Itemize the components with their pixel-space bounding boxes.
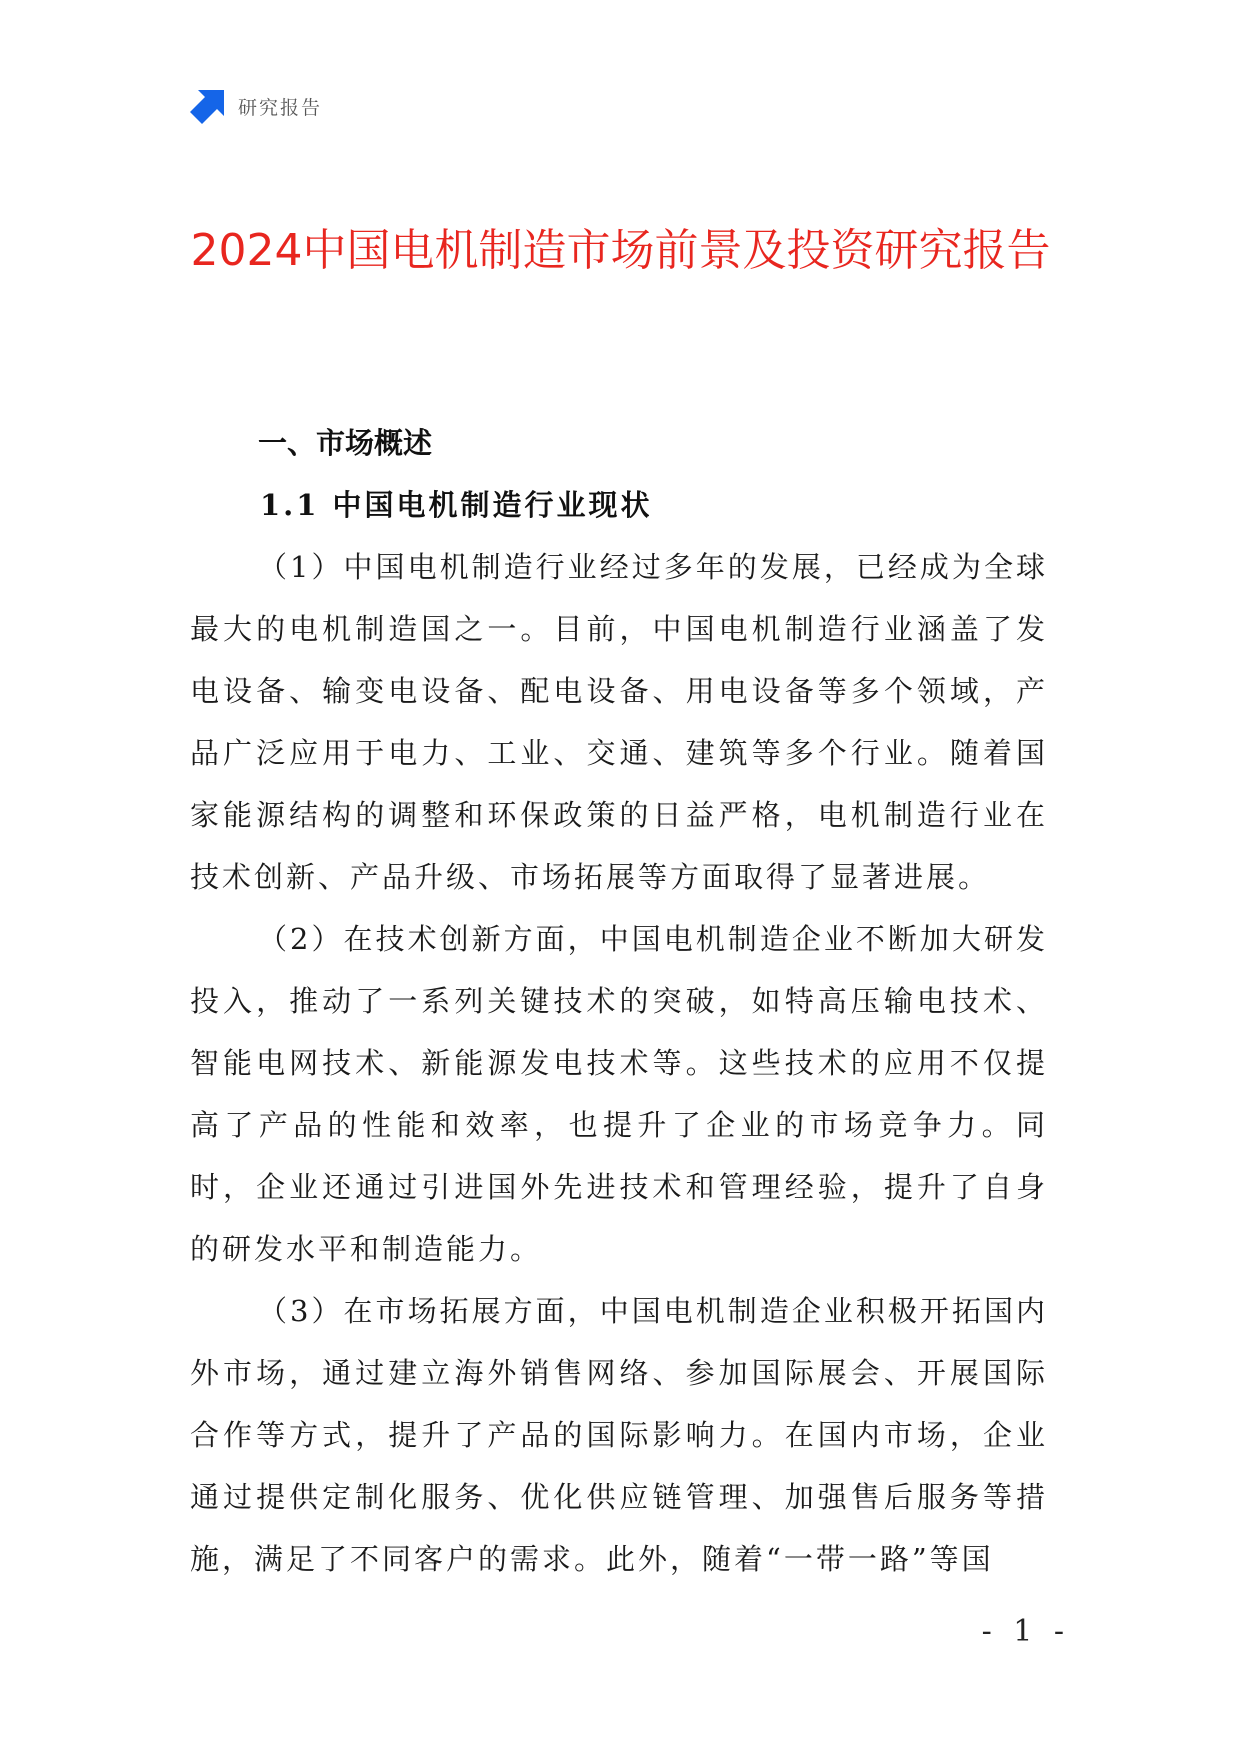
document-title: 2024中国电机制造市场前景及投资研究报告 [190,225,1051,276]
header-label: 研究报告 [238,96,323,119]
section-heading: 一、市场概述 [258,426,433,460]
paragraph-2: （2）在技术创新方面，中国电机制造企业不断加大研发投入，推动了一系列关键技术的突破，如特高压输电技术、智能电网技术、新能源发电技术等。这些技术的应用不仅提高了产品的性能和效率，也提升了企业的市场竞争力。同时，企业还通过引进国外先进技术和管理经验，提升了自身的研发水平和制造能力。 [190,922,1048,1266]
paragraph-1: （1）中国电机制造行业经过多年的发展，已经成为全球最大的电机制造国之一。目前，中国电机制造行业涵盖了发电设备、输变电设备、配电设备、用电设备等多个领域，产品广泛应用于电力、工业、交通、建筑等多个行业。随着国家能源结构的调整和环保政策的日益严格，电机制造行业在技术创新、产品升级、市场拓展等方面取得了显著进展。 [190,550,1048,894]
arrow-up-right-icon [190,88,226,124]
report-header [190,88,322,124]
paragraph-3: （3）在市场拓展方面，中国电机制造企业积极开拓国内外市场，通过建立海外销售网络、参加国际展会、开展国际合作等方式，提升了产品的国际影响力。在国内市场，企业通过提供定制化服务、优化供应链管理、加强售后服务等措施，满足了不同客户的需求。此外，随着“一带一路”等国 [190,1294,1048,1576]
page-number: - 1 - [981,1614,1070,1649]
subsection-heading: 1.1 中国电机制造行业现状 [260,488,653,522]
document-body [190,412,1048,1590]
